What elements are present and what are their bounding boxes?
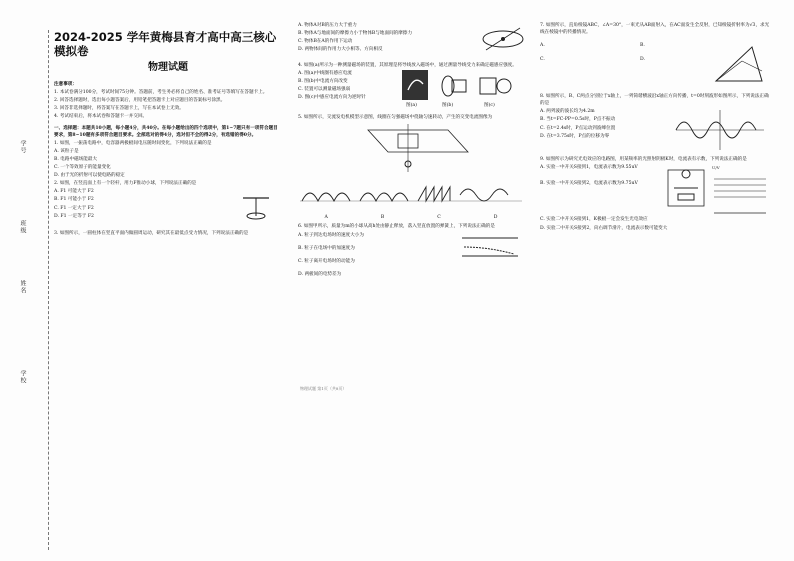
wave-graph-figure <box>674 108 766 152</box>
q4-option-a: A. 图(a)中线圈有感应电流 <box>298 71 352 77</box>
generator-figure <box>298 122 524 178</box>
energy-level-graph <box>712 164 768 219</box>
mid-option-d: D. 两物体间的作用力大小相等、方向相反 <box>298 47 383 53</box>
q8-option-d: D. 在t=3.75s时，P点的位移为零 <box>540 133 610 139</box>
q9-option-c: C. 实验二中开关S接到1，K极板一定会发生光电效应 <box>540 217 648 223</box>
exam-title: 2024-2025 学年黄梅县育才高中高三核心模拟卷 <box>54 30 277 58</box>
mid-option-a: A. 物体A对B的压力大于重力 <box>298 23 357 28</box>
q1-option-c: C. 一个等效原子的能量变化 <box>54 165 111 171</box>
wave-label-b: B <box>380 215 385 221</box>
notice-item: 1. 本试卷满分100分，考试时间75分钟。答题前，考生务必将自己的姓名、准考证号等填写在答题卡上。 <box>54 90 268 96</box>
q8-stem: 8. 如图所示，B、C两点分别位于x轴上，一列简谐横波沿x轴正方向传播，t=0时刻波形如图所示，下列说法正确的是 <box>540 94 769 107</box>
figure-a-photo <box>402 70 428 100</box>
figure-b-magnet <box>438 72 468 100</box>
figure-c-label: 图(c) <box>484 103 495 109</box>
binding-label-id: 学号 <box>19 140 26 154</box>
section1-heading: 一、选择题：本题共10小题，每小题4分，共40分。在每小题给出的四个选项中，第1~7题只有一项符合题目要求，第8~10题有多项符合题目要求。全部选对的得4分，选对但不全的得2分，有选错的得0分。 <box>54 125 278 138</box>
q9-option-a: A. 实验一中开关S接到1，电流表示数为9.55uV <box>540 165 638 171</box>
q1-option-a: A. 该粒子是 <box>54 148 79 154</box>
q6-stem: 6. 如图甲所示，质量为m的小球从高h处由静止释放，落入竖直放置的弹簧上，下列说法正确的是 <box>298 224 495 230</box>
q2-lever-figure <box>239 194 273 224</box>
exam-subject: 物理试题 <box>148 62 188 73</box>
q6-option-a: A. 粒子到达电场时的速度大小为 <box>298 232 364 238</box>
page-footer: 物理试题 第1页（共8页） <box>300 386 347 391</box>
q3-stem: 3. 如图所示，一圆柱体在竖直平面内做圆周运动，研究其在最低点受力情况，下列说法正确的是 <box>54 231 249 237</box>
middle-column <box>298 22 528 382</box>
q1-option-d: D. 由于光的折射可以使电路的稳定 <box>54 173 125 179</box>
q7-option-c: C. <box>540 57 545 63</box>
mid-option-b: B. 物体A与地面间的摩擦力小于物体B与地面间的摩擦力 <box>298 31 413 37</box>
binding-strip <box>8 30 49 550</box>
ring-figure <box>480 22 526 56</box>
mid-option-c: C. 物体B在A的作用下运动 <box>298 39 353 45</box>
q8-option-a: A. 两列波的波长均为4.2m <box>540 109 595 115</box>
prism-figure <box>712 41 768 89</box>
notice-item: 2. 回答选择题时，选出每小题答案后，用铅笔把答题卡上对应题目的答案标号涂黑。 <box>54 98 226 104</box>
q4-option-d: D. 图(c)中感应电流方向为逆时针 <box>298 95 366 101</box>
q6-option-d: D. 两板间的电势差为 <box>298 271 342 277</box>
q2-option-a: A. F1 可能大于 F2 <box>54 189 94 195</box>
binding-label-name: 姓名 <box>19 280 26 294</box>
q8-option-b: B. 当t=FC-PP=0.5s时，P点不振动 <box>540 117 616 123</box>
q4-stem: 4. 如图(a)所示为一种测量磁场的装置，其原理是将导线放入磁场中，通过测量导线受力来确定磁感应强度。 <box>298 63 517 68</box>
waveform-options <box>298 181 524 211</box>
figure-c-coil <box>478 72 514 100</box>
wave-label-a: A <box>324 215 328 221</box>
capacitor-figure <box>458 232 522 262</box>
q1-option-b: B. 电路中磁场能最大 <box>54 156 98 162</box>
q7-option-d: D. <box>640 57 645 63</box>
q2-option-d: D. F1 一定等于 F2 <box>54 213 94 219</box>
figure-b-label: 图(b) <box>442 103 454 109</box>
q9-option-d: D. 实验二中开关S接到2，向右调节滑片，电流表示数可能变大 <box>540 225 668 231</box>
right-column <box>540 22 770 382</box>
q4-option-c: C. 装置可以测量磁场强弱 <box>298 87 351 93</box>
q1-stem: 1. 如图，一振荡电路中，电容器两极板间电压随时间变化，下列说法正确的是 <box>54 140 212 146</box>
graph-axis-label: U/V <box>712 165 720 171</box>
wave-label-d: D <box>493 215 498 221</box>
photoelectric-circuit-figure <box>664 164 708 214</box>
q7-option-a: A. <box>540 43 545 49</box>
q2-option-c: C. F1 一定大于 F2 <box>54 205 94 211</box>
q8-option-c: C. 在t=2.4s时，P点运动到波峰位置 <box>540 125 616 131</box>
q2-stem: 2. 如图，在竖直面上有一个轻杆，用力F推动小球，下列说法正确的是 <box>54 181 197 187</box>
q2-option-b: B. F1 可能小于 F2 <box>54 197 94 203</box>
left-column <box>54 22 282 382</box>
q9-option-b: B. 实验一中开关S接到2，电流表示数为9.75uV <box>540 180 638 186</box>
q4-option-b: B. 图(b)中电流方向改变 <box>298 79 348 85</box>
q6-option-c: C. 粒子离开电场时的动能为 <box>298 258 355 264</box>
q7-stem: 7. 如图所示，直角棱镜ABC，∠A=30°，一束光从AB面射入，在AC面发生全反射，已知棱镜折射率为√3，求光线在棱镜中的传播情况。 <box>540 23 770 36</box>
notice-heading: 注意事项： <box>54 82 77 88</box>
binding-label-class: 班级 <box>19 220 26 234</box>
notice-item: 3. 回答非选择题时，将答案写在答题卡上，写在本试卷上无效。 <box>54 106 184 112</box>
q5-stem: 5. 如图所示，交流发电机模型示意图，线圈在匀强磁场中绕轴匀速转动，产生的交变电流图像为 <box>298 115 493 121</box>
notice-item: 4. 考试结束后，将本试卷和答题卡一并交回。 <box>54 114 148 120</box>
q6-option-b: B. 粒子在电场中的加速度为 <box>298 245 355 251</box>
binding-label-school: 学校 <box>19 370 26 384</box>
wave-label-c: C <box>437 215 441 221</box>
figure-a-label: 图(a) <box>406 103 417 109</box>
q9-stem: 9. 如图所示为研究光电效应的电路图，用某频率的光照射阴极K时，电流表有示数，下列说法正确的是 <box>540 157 747 163</box>
q7-option-b: B. <box>640 43 645 49</box>
